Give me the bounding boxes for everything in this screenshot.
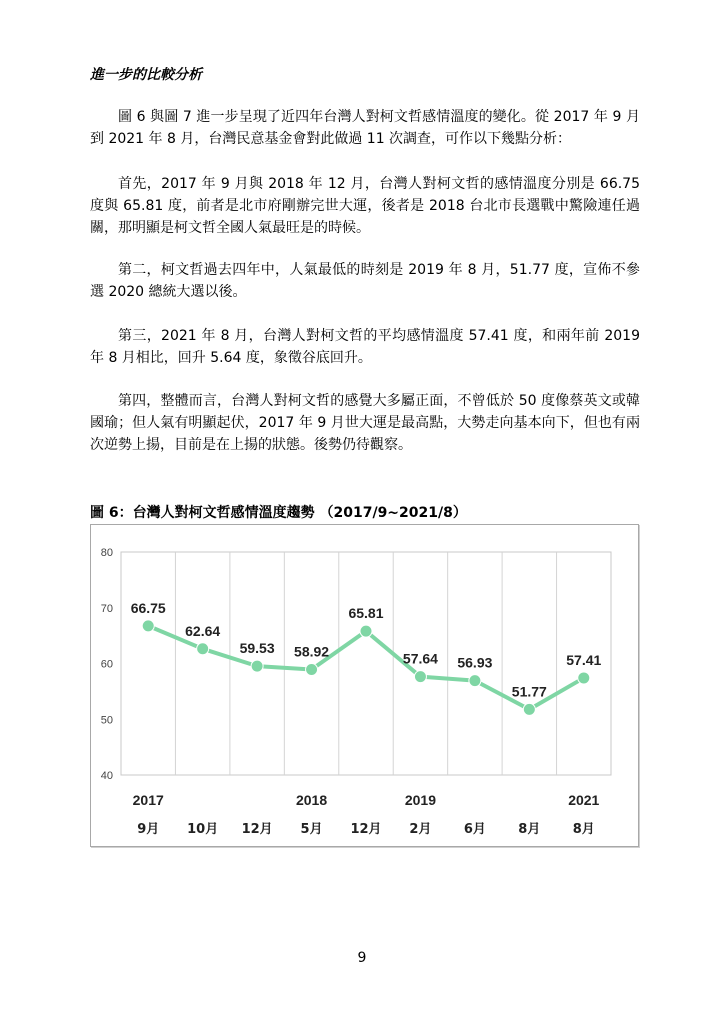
data-point: [523, 703, 535, 715]
plot-area: [121, 552, 611, 775]
data-point: [469, 675, 481, 687]
x-year-label: 2021: [568, 792, 600, 808]
data-label: 66.75: [130, 599, 166, 616]
section-title: 進一步的比較分析: [90, 67, 202, 83]
data-point: [414, 671, 426, 683]
y-tick-label: 70: [100, 602, 113, 615]
paragraph-5: 第四，整體而言，台灣人對柯文哲的感覺大多屬正面，不曾低於 50 度像蔡英文或韓國瑜；但人氣有明顯起伏，2017 年 9 月世大運是最高點，大勢走向基本向下，但也有兩次逆勢上揚，目前是在上揚的狀態。後勢仍待觀察。: [90, 393, 640, 453]
y-tick-label: 50: [100, 714, 113, 727]
data-label: 51.77: [511, 683, 547, 700]
page-number: 9: [357, 950, 367, 966]
data-label: 56.93: [457, 654, 493, 671]
x-tick-label: 12月: [350, 822, 382, 837]
line-chart: [91, 525, 638, 846]
data-point: [306, 664, 318, 676]
figure-caption: 圖 6：台灣人對柯文哲感情溫度趨勢 （2017/9~2021/8）: [90, 505, 467, 521]
data-label: 57.64: [402, 650, 438, 667]
data-point: [142, 620, 154, 632]
data-point: [360, 625, 372, 637]
x-year-label: 2018: [295, 792, 328, 808]
x-tick-label: 12月: [241, 822, 273, 837]
x-tick-label: 6月: [463, 822, 486, 837]
data-point: [251, 660, 263, 672]
paragraph-4: 第三，2021 年 8 月，台灣人對柯文哲的平均感情溫度 57.41 度，和兩年前 2019 年 8 月相比，回升 5.64 度，象徵谷底回升。: [90, 328, 640, 366]
x-tick-label: 5月: [300, 822, 323, 837]
x-year-label: 2019: [404, 792, 437, 808]
data-point: [197, 643, 209, 655]
paragraph-2: 首先，2017 年 9 月與 2018 年 12 月，台灣人對柯文哲的感情溫度分別是 66.75 度與 65.81 度，前者是北市府剛辦完世大運，後者是 2018 台北市長選戰中驚險連任過關，那明顯是柯文哲全國人氣最旺是的時候。: [90, 176, 640, 236]
x-tick-label: 2月: [409, 822, 432, 837]
data-label: 57.41: [566, 651, 602, 668]
y-tick-label: 60: [100, 658, 113, 671]
figure-frame: [90, 524, 639, 847]
data-point: [578, 672, 590, 684]
y-tick-label: 80: [100, 547, 113, 559]
x-tick-label: 8月: [518, 822, 541, 837]
y-tick-label: 40: [100, 770, 113, 782]
data-label: 62.64: [185, 622, 221, 639]
paragraph-1: 圖 6 與圖 7 進一步呈現了近四年台灣人對柯文哲感情溫度的變化。從 2017 年 9 月到 2021 年 8 月，台灣民意基金會對此做過 11 次調查，可作以下幾點分析：: [90, 109, 640, 147]
data-label: 58.92: [294, 643, 330, 660]
x-tick-label: 10月: [187, 822, 219, 837]
x-tick-label: 8月: [572, 822, 595, 837]
paragraph-3: 第二，柯文哲過去四年中，人氣最低的時刻是 2019 年 8 月，51.77 度，宣佈不參選 2020 總統大選以後。: [90, 262, 640, 300]
data-label: 65.81: [348, 605, 384, 622]
data-label: 59.53: [239, 640, 275, 657]
x-year-label: 2017: [132, 792, 164, 808]
x-tick-label: 9月: [137, 822, 160, 837]
